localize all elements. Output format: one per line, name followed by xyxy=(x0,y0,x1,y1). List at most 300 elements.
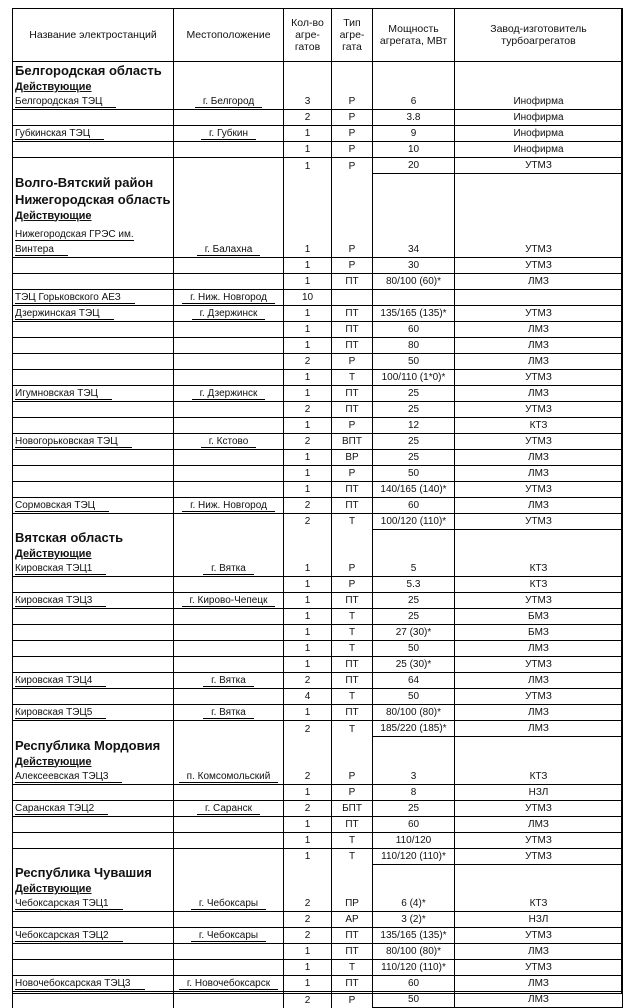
plant-name-cell xyxy=(13,769,174,785)
location-cell xyxy=(174,769,284,785)
unit-type-cell: Т xyxy=(332,721,373,737)
unit-power-cell: 50 xyxy=(373,992,455,1008)
empty-cell xyxy=(332,208,373,223)
status-heading-row xyxy=(13,79,623,94)
unit-count-cell: 1 xyxy=(284,321,332,337)
plant-name-cell xyxy=(13,625,174,641)
empty-cell xyxy=(332,529,373,546)
unit-power-cell: 80/100 (60)* xyxy=(373,273,455,289)
unit-count-cell: 1 xyxy=(284,142,332,158)
unit-count-cell: 1 xyxy=(284,960,332,976)
unit-power-cell: 110/120 xyxy=(373,832,455,848)
table-row xyxy=(13,657,623,673)
table-row xyxy=(13,385,623,401)
table-row xyxy=(13,369,623,385)
location-text: г. Чебоксары xyxy=(191,930,266,942)
location-cell xyxy=(174,273,284,289)
location-cell xyxy=(174,289,284,305)
plant-name: Сормовская ТЭЦ xyxy=(15,500,109,512)
plant-name-cell xyxy=(13,609,174,625)
table-row xyxy=(13,126,623,142)
unit-count-cell: 1 xyxy=(284,481,332,497)
unit-power-cell: 50 xyxy=(373,465,455,481)
unit-type-cell: ПТ xyxy=(332,705,373,721)
plant-name-cell xyxy=(13,417,174,433)
table-row xyxy=(13,816,623,832)
location-text: г. Кирово-Чепецк xyxy=(182,595,276,607)
unit-count-cell: 2 xyxy=(284,992,332,1008)
location-cell xyxy=(174,673,284,689)
region-heading: Республика Чувашия xyxy=(13,864,174,881)
empty-cell xyxy=(373,754,455,769)
power-plants-table-sheet xyxy=(12,8,622,1006)
plant-name: Алексеевская ТЭЦ3 xyxy=(15,771,122,783)
plant-name-cell xyxy=(13,142,174,158)
table-row xyxy=(13,497,623,513)
unit-power-cell: 3 (2)* xyxy=(373,912,455,928)
location-cell xyxy=(174,816,284,832)
manufacturer-cell: УТМЗ xyxy=(455,305,623,321)
table-row xyxy=(13,673,623,689)
table-header-row xyxy=(13,9,623,62)
unit-count-cell: 1 xyxy=(284,417,332,433)
plant-name: Кировская ТЭЦ1 xyxy=(15,563,106,575)
manufacturer-cell: УТМЗ xyxy=(455,223,623,258)
unit-count-cell: 1 xyxy=(284,273,332,289)
location-text: г. Дзержинск xyxy=(192,388,266,400)
location-cell xyxy=(174,94,284,110)
status-heading-row xyxy=(13,754,623,769)
unit-power-cell: 80/100 (80)* xyxy=(373,944,455,960)
manufacturer-cell: УТМЗ xyxy=(455,832,623,848)
location-text: г. Губкин xyxy=(201,128,256,140)
status-heading: Действующие xyxy=(13,208,174,223)
table-row xyxy=(13,769,623,785)
unit-count-cell: 2 xyxy=(284,912,332,928)
table-row xyxy=(13,94,623,110)
table-row xyxy=(13,689,623,705)
unit-type-cell: Р xyxy=(332,577,373,593)
manufacturer-cell: ЛМЗ xyxy=(455,976,623,992)
unit-power-cell: 80 xyxy=(373,337,455,353)
unit-count-cell: 1 xyxy=(284,158,332,174)
table-row xyxy=(13,960,623,976)
table-row xyxy=(13,417,623,433)
unit-type-cell: АР xyxy=(332,912,373,928)
location-cell xyxy=(174,848,284,864)
empty-cell xyxy=(455,62,623,80)
unit-count-cell: 2 xyxy=(284,497,332,513)
manufacturer-cell: ЛМЗ xyxy=(455,385,623,401)
unit-power-cell: 60 xyxy=(373,321,455,337)
location-cell xyxy=(174,158,284,174)
unit-type-cell: ПТ xyxy=(332,928,373,944)
empty-cell xyxy=(373,79,455,94)
manufacturer-cell: УТМЗ xyxy=(455,401,623,417)
unit-power-cell: 135/165 (135)* xyxy=(373,305,455,321)
plant-name-cell xyxy=(13,337,174,353)
unit-type-cell: ПТ xyxy=(332,385,373,401)
empty-cell xyxy=(455,208,623,223)
empty-cell xyxy=(332,754,373,769)
header-unit-count: Кол-во агре-гатов xyxy=(284,9,332,62)
plant-name-cell xyxy=(13,305,174,321)
plant-name-cell xyxy=(13,561,174,577)
region-heading: Волго-Вятский район xyxy=(13,174,174,191)
table-row xyxy=(13,944,623,960)
unit-power-cell: 30 xyxy=(373,257,455,273)
unit-power-cell: 34 xyxy=(373,223,455,258)
plant-name-cell xyxy=(13,353,174,369)
manufacturer-cell: УТМЗ xyxy=(455,481,623,497)
manufacturer-cell: Инофирма xyxy=(455,110,623,126)
unit-count-cell: 2 xyxy=(284,769,332,785)
location-text: г. Чебоксары xyxy=(191,898,266,910)
location-cell xyxy=(174,353,284,369)
unit-power-cell: 3.8 xyxy=(373,110,455,126)
region-heading: Нижегородская область xyxy=(13,191,174,208)
location-cell xyxy=(174,337,284,353)
location-cell xyxy=(174,577,284,593)
region-heading-row xyxy=(13,191,623,208)
plant-name: Белгородская ТЭЦ xyxy=(15,96,116,108)
unit-power-cell: 110/120 (110)* xyxy=(373,848,455,864)
location-cell xyxy=(174,593,284,609)
unit-type-cell: Т xyxy=(332,625,373,641)
empty-cell xyxy=(284,737,332,754)
plant-name-cell xyxy=(13,497,174,513)
unit-power-cell: 140/165 (140)* xyxy=(373,481,455,497)
plant-name: Дзержинская ТЭЦ xyxy=(15,308,114,320)
location-cell xyxy=(174,126,284,142)
location-cell xyxy=(174,321,284,337)
unit-power-cell: 9 xyxy=(373,126,455,142)
status-heading-row xyxy=(13,546,623,561)
location-cell xyxy=(174,976,284,992)
location-cell xyxy=(174,561,284,577)
unit-type-cell: ПТ xyxy=(332,481,373,497)
unit-power-cell: 5 xyxy=(373,561,455,577)
unit-power-cell: 50 xyxy=(373,353,455,369)
table-row xyxy=(13,577,623,593)
empty-cell xyxy=(373,864,455,881)
table-row xyxy=(13,784,623,800)
table-row xyxy=(13,561,623,577)
empty-cell xyxy=(174,174,284,191)
location-cell xyxy=(174,705,284,721)
plant-name-cell xyxy=(13,126,174,142)
location-text: г. Вятка xyxy=(203,707,254,719)
manufacturer-cell xyxy=(455,289,623,305)
empty-cell xyxy=(455,529,623,546)
table-body xyxy=(13,62,623,1008)
empty-cell xyxy=(373,529,455,546)
plant-name-cell xyxy=(13,673,174,689)
empty-cell xyxy=(174,62,284,80)
unit-count-cell: 1 xyxy=(284,944,332,960)
location-text: г. Балахна xyxy=(197,244,261,256)
unit-type-cell: Р xyxy=(332,992,373,1008)
unit-count-cell: 2 xyxy=(284,433,332,449)
unit-power-cell: 25 xyxy=(373,609,455,625)
manufacturer-cell: ЛМЗ xyxy=(455,705,623,721)
unit-type-cell: ПТ xyxy=(332,657,373,673)
plant-name-cell xyxy=(13,800,174,816)
manufacturer-cell: КТЗ xyxy=(455,896,623,912)
manufacturer-cell: УТМЗ xyxy=(455,513,623,529)
unit-type-cell: ПР xyxy=(332,896,373,912)
empty-cell xyxy=(284,208,332,223)
unit-count-cell: 1 xyxy=(284,577,332,593)
unit-type-cell: ПТ xyxy=(332,497,373,513)
unit-count-cell: 1 xyxy=(284,337,332,353)
plant-name: Новогорьковская ТЭЦ xyxy=(15,436,132,448)
manufacturer-cell: ЛМЗ xyxy=(455,641,623,657)
unit-power-cell: 25 xyxy=(373,593,455,609)
plant-name: Кировская ТЭЦ5 xyxy=(15,707,106,719)
plant-name: Чебоксарская ТЭЦ1 xyxy=(15,898,123,910)
unit-count-cell: 2 xyxy=(284,800,332,816)
manufacturer-cell: ЛМЗ xyxy=(455,353,623,369)
unit-count-cell: 1 xyxy=(284,385,332,401)
manufacturer-cell: УТМЗ xyxy=(455,800,623,816)
region-heading-row xyxy=(13,864,623,881)
empty-cell xyxy=(174,754,284,769)
empty-cell xyxy=(284,546,332,561)
table-row xyxy=(13,289,623,305)
location-cell xyxy=(174,641,284,657)
location-text: п. Комсомольский xyxy=(179,771,279,783)
unit-power-cell: 25 xyxy=(373,800,455,816)
unit-count-cell: 2 xyxy=(284,896,332,912)
unit-type-cell: ПТ xyxy=(332,321,373,337)
location-cell xyxy=(174,832,284,848)
empty-cell xyxy=(373,174,455,191)
manufacturer-cell: ЛМЗ xyxy=(455,337,623,353)
plant-name-cell xyxy=(13,705,174,721)
unit-count-cell: 4 xyxy=(284,689,332,705)
empty-cell xyxy=(284,881,332,896)
manufacturer-cell: ЛМЗ xyxy=(455,465,623,481)
table-row xyxy=(13,433,623,449)
manufacturer-cell: ЛМЗ xyxy=(455,673,623,689)
location-text: г. Саранск xyxy=(197,803,260,815)
header-unit-type: Тип агре-гата xyxy=(332,9,373,62)
unit-power-cell: 25 xyxy=(373,449,455,465)
plant-name: Губкинская ТЭЦ xyxy=(15,128,104,140)
table-row xyxy=(13,353,623,369)
location-cell xyxy=(174,721,284,737)
plant-name-cell xyxy=(13,641,174,657)
location-text: г. Ниж. Новгород xyxy=(182,292,275,304)
unit-type-cell: Р xyxy=(332,158,373,174)
unit-type-cell: Р xyxy=(332,223,373,258)
unit-count-cell: 1 xyxy=(284,593,332,609)
manufacturer-cell: УТМЗ xyxy=(455,657,623,673)
location-cell xyxy=(174,912,284,928)
unit-count-cell: 1 xyxy=(284,257,332,273)
empty-cell xyxy=(284,754,332,769)
unit-type-cell: Р xyxy=(332,417,373,433)
plant-name-cell xyxy=(13,289,174,305)
location-text: г. Ниж. Новгород xyxy=(182,500,275,512)
plant-name-cell xyxy=(13,689,174,705)
unit-power-cell: 27 (30)* xyxy=(373,625,455,641)
plant-name: Нижегородская ГРЭС им. Винтера xyxy=(15,228,134,255)
unit-type-cell: Т xyxy=(332,960,373,976)
unit-power-cell: 6 xyxy=(373,94,455,110)
plant-name-cell xyxy=(13,158,174,174)
plant-name: Игумновская ТЭЦ xyxy=(15,388,112,400)
status-heading: Действующие xyxy=(13,881,174,896)
manufacturer-cell: ЛМЗ xyxy=(455,816,623,832)
unit-count-cell: 1 xyxy=(284,784,332,800)
empty-cell xyxy=(174,737,284,754)
unit-count-cell: 2 xyxy=(284,928,332,944)
location-cell xyxy=(174,609,284,625)
unit-type-cell: БПТ xyxy=(332,800,373,816)
unit-power-cell: 25 xyxy=(373,401,455,417)
empty-cell xyxy=(174,864,284,881)
location-cell xyxy=(174,689,284,705)
unit-count-cell: 2 xyxy=(284,673,332,689)
empty-cell xyxy=(455,79,623,94)
plant-name: Кировская ТЭЦ3 xyxy=(15,595,106,607)
location-cell xyxy=(174,944,284,960)
unit-power-cell: 8 xyxy=(373,784,455,800)
empty-cell xyxy=(455,881,623,896)
unit-type-cell: Т xyxy=(332,848,373,864)
table-row xyxy=(13,321,623,337)
region-heading-row xyxy=(13,737,623,754)
unit-power-cell: 25 xyxy=(373,433,455,449)
unit-type-cell: ПТ xyxy=(332,976,373,992)
table-row xyxy=(13,513,623,529)
empty-cell xyxy=(455,864,623,881)
empty-cell xyxy=(284,62,332,80)
unit-power-cell: 100/110 (1*0)* xyxy=(373,369,455,385)
empty-cell xyxy=(455,191,623,208)
table-row xyxy=(13,992,623,1008)
table-row xyxy=(13,305,623,321)
unit-power-cell: 25 xyxy=(373,385,455,401)
empty-cell xyxy=(373,62,455,80)
location-cell xyxy=(174,465,284,481)
empty-cell xyxy=(284,864,332,881)
unit-power-cell: 80/100 (80)* xyxy=(373,705,455,721)
unit-power-cell: 60 xyxy=(373,497,455,513)
empty-cell xyxy=(373,737,455,754)
empty-cell xyxy=(332,864,373,881)
unit-count-cell: 1 xyxy=(284,369,332,385)
plant-name-cell xyxy=(13,832,174,848)
location-cell xyxy=(174,142,284,158)
unit-count-cell: 3 xyxy=(284,94,332,110)
location-cell xyxy=(174,497,284,513)
region-heading-row xyxy=(13,529,623,546)
unit-count-cell: 1 xyxy=(284,625,332,641)
unit-power-cell: 50 xyxy=(373,689,455,705)
location-cell xyxy=(174,223,284,258)
table-row xyxy=(13,641,623,657)
table-row xyxy=(13,449,623,465)
plant-name-cell xyxy=(13,928,174,944)
unit-power-cell: 185/220 (185)* xyxy=(373,721,455,737)
region-heading: Вятская область xyxy=(13,529,174,546)
plant-name-cell xyxy=(13,110,174,126)
location-cell xyxy=(174,110,284,126)
plant-name-cell xyxy=(13,976,174,992)
empty-cell xyxy=(284,191,332,208)
manufacturer-cell: Инофирма xyxy=(455,142,623,158)
table-row xyxy=(13,593,623,609)
unit-count-cell: 1 xyxy=(284,305,332,321)
empty-cell xyxy=(373,191,455,208)
plant-name: Чебоксарская ТЭЦ2 xyxy=(15,930,123,942)
empty-cell xyxy=(284,174,332,191)
manufacturer-cell: УТМЗ xyxy=(455,593,623,609)
location-text: г. Белгород xyxy=(195,96,262,108)
empty-cell xyxy=(174,529,284,546)
location-text: г. Новочебоксарск xyxy=(179,978,278,990)
manufacturer-cell: УТМЗ xyxy=(455,689,623,705)
unit-type-cell: Р xyxy=(332,784,373,800)
table-row xyxy=(13,481,623,497)
unit-type-cell: Р xyxy=(332,94,373,110)
empty-cell xyxy=(332,546,373,561)
unit-type-cell: Т xyxy=(332,609,373,625)
status-heading-row xyxy=(13,208,623,223)
table-row xyxy=(13,257,623,273)
manufacturer-cell: ЛМЗ xyxy=(455,497,623,513)
empty-cell xyxy=(373,881,455,896)
unit-count-cell: 1 xyxy=(284,705,332,721)
table-row xyxy=(13,832,623,848)
plant-name-cell xyxy=(13,273,174,289)
unit-type-cell: ПТ xyxy=(332,593,373,609)
empty-cell xyxy=(332,79,373,94)
table-row xyxy=(13,609,623,625)
location-cell xyxy=(174,305,284,321)
region-heading: Республика Мордовия xyxy=(13,737,174,754)
plant-name-cell xyxy=(13,593,174,609)
unit-type-cell: Т xyxy=(332,641,373,657)
unit-type-cell: Р xyxy=(332,465,373,481)
location-cell xyxy=(174,417,284,433)
table-row xyxy=(13,976,623,992)
table-row xyxy=(13,401,623,417)
plant-name-cell xyxy=(13,992,174,1008)
plant-name-cell xyxy=(13,94,174,110)
empty-cell xyxy=(332,191,373,208)
location-cell xyxy=(174,481,284,497)
unit-power-cell: 100/120 (110)* xyxy=(373,513,455,529)
unit-type-cell: Р xyxy=(332,110,373,126)
unit-count-cell: 2 xyxy=(284,353,332,369)
unit-type-cell: ПТ xyxy=(332,673,373,689)
manufacturer-cell: НЗЛ xyxy=(455,784,623,800)
manufacturer-cell: НЗЛ xyxy=(455,912,623,928)
unit-count-cell: 1 xyxy=(284,126,332,142)
unit-power-cell: 3 xyxy=(373,769,455,785)
table-row xyxy=(13,705,623,721)
unit-type-cell: Т xyxy=(332,832,373,848)
location-cell xyxy=(174,784,284,800)
unit-count-cell: 1 xyxy=(284,609,332,625)
unit-count-cell: 1 xyxy=(284,848,332,864)
manufacturer-cell: УТМЗ xyxy=(455,928,623,944)
plant-name-cell xyxy=(13,944,174,960)
